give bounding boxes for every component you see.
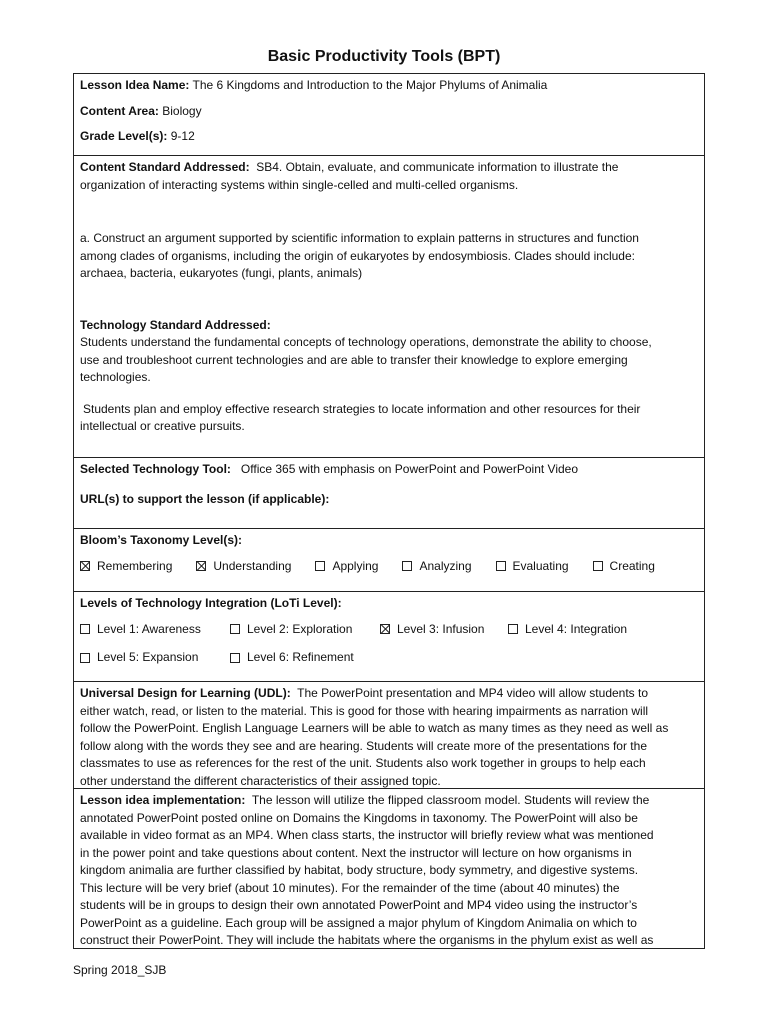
implementation-line2: annotated PowerPoint posted online on Domains the Kingdoms in taxonomy. The PowerPoint will also be <box>80 810 638 825</box>
lesson-name-value: The 6 Kingdoms and Introduction to the Major Phylums of Animalia <box>192 78 548 92</box>
content-area-value: Biology <box>162 103 202 118</box>
implementation-line7: students will be in groups to design their own annotated PowerPoint and MP4 video using the instructor’s <box>80 898 638 912</box>
blooms-options <box>80 558 698 576</box>
loti-options-row1 <box>80 621 698 639</box>
grade-level-value: 9-12 <box>170 129 195 143</box>
loti-label: Levels of Technology Integration (LoTi Level): <box>80 596 342 610</box>
loti-option-level5[interactable]: Level 5: Expansion <box>80 649 230 667</box>
udl-label: Universal Design for Learning (UDL): <box>80 686 291 700</box>
standard-a-line3: archaea, bacteria, eukaryotes (fungi, plants, animals) <box>80 266 363 280</box>
page-title: Basic Productivity Tools (BPT) <box>267 48 501 65</box>
url-label: URL(s) to support the lesson (if applicable): <box>80 491 330 506</box>
udl-line6: other understand the different characteristics of their assigned topic. <box>80 773 441 788</box>
blooms-option-applying[interactable]: Applying <box>315 558 378 576</box>
implementation-line3: available in video format as an MP4. When class starts, the instructor will briefly review what was mentioned <box>80 828 654 842</box>
checkbox-checked-icon[interactable] <box>196 561 206 571</box>
content-area-label: Content Area: <box>80 103 159 118</box>
technology-tool-cell <box>74 457 704 528</box>
tech-standard-line3: technologies. <box>80 370 151 384</box>
udl-line1: The PowerPoint presentation and MP4 video will allow students to <box>297 686 649 700</box>
implementation-line4: in the power point and take questions about content. Next the instructor will lecture on how organisms in <box>80 845 632 860</box>
tech-standard2-line2: intellectual or creative pursuits. <box>80 419 245 433</box>
checkbox-icon[interactable] <box>315 561 325 571</box>
tech-standard2-line1: Students plan and employ effective research strategies to locate information and other resources for their <box>83 401 641 416</box>
loti-cell <box>74 591 704 681</box>
udl-line3: follow the PowerPoint. English Language Learners will be able to watch as many times as they need as well as <box>80 721 669 735</box>
lesson-name-label: Lesson Idea Name: <box>80 78 190 92</box>
udl-line4: follow along with the words they see and are hearing. Students will create more of the presentations for the <box>80 738 647 753</box>
checkbox-icon[interactable] <box>80 624 90 634</box>
checkbox-icon[interactable] <box>80 653 90 663</box>
content-standard-value: SB4. Obtain, evaluate, and communicate information to illustrate the <box>256 160 619 174</box>
checkbox-icon[interactable] <box>230 624 240 634</box>
implementation-line9: construct their PowerPoint. They will include the habitats where the organisms in the phylum exist as well as <box>80 933 654 947</box>
checkbox-icon[interactable] <box>593 561 603 571</box>
blooms-option-remembering[interactable]: Remembering <box>80 558 172 576</box>
implementation-label: Lesson idea implementation: <box>80 793 246 807</box>
content-standard-label: Content Standard Addressed: <box>80 160 250 174</box>
tech-standard-label: Technology Standard Addressed: <box>80 317 271 332</box>
checkbox-icon[interactable] <box>402 561 412 571</box>
blooms-label: Bloom’s Taxonomy Level(s): <box>80 533 243 547</box>
blooms-option-creating[interactable]: Creating <box>593 558 655 576</box>
page-footer: Spring 2018_SJB <box>73 963 167 977</box>
udl-line2: either watch, read, or listen to the material. This is good for those with hearing impairments as narration will <box>80 703 649 718</box>
grade-level-label: Grade Level(s): <box>80 129 168 143</box>
loti-option-level1[interactable]: Level 1: Awareness <box>80 621 230 639</box>
standard-a-line1: a. Construct an argument supported by scientific information to explain patterns in structures and function <box>80 231 639 245</box>
blooms-option-evaluating[interactable]: Evaluating <box>496 558 569 576</box>
blooms-cell <box>74 528 704 591</box>
udl-line5: classmates to use as references for the rest of the unit. Students also work together in groups to help each <box>80 756 646 770</box>
technology-tool-label: Selected Technology Tool: <box>80 462 231 476</box>
technology-tool-value: Office 365 with emphasis on PowerPoint and PowerPoint Video <box>240 462 579 476</box>
checkbox-icon[interactable] <box>496 561 506 571</box>
checkbox-checked-icon[interactable] <box>80 561 90 571</box>
loti-option-level2[interactable]: Level 2: Exploration <box>230 621 380 639</box>
blooms-option-analyzing[interactable]: Analyzing <box>402 558 471 576</box>
implementation-line8: PowerPoint as a guideline. Each group will be assigned a major phylum of Kingdom Animalia on which to <box>80 915 637 930</box>
implementation-line5: kingdom animalia are further classified by habitat, body structure, body symmetry, and digestive systems. <box>80 863 639 877</box>
standard-a-line2: among clades of organisms, including the origin of eukaryotes by endosymbiosis. Clades should include: <box>80 248 635 263</box>
implementation-line1: The lesson will utilize the flipped classroom model. Students will review the <box>251 793 650 807</box>
standards-cell <box>74 155 704 457</box>
implementation-cell <box>74 788 704 948</box>
checkbox-icon[interactable] <box>230 653 240 663</box>
blooms-option-understanding[interactable]: Understanding <box>196 558 291 576</box>
content-standard-line2: organization of interacting systems within single-celled and multi-celled organisms. <box>80 177 519 192</box>
lesson-info-cell <box>74 74 704 155</box>
loti-option-level4[interactable]: Level 4: Integration <box>508 621 627 639</box>
loti-option-level3[interactable]: Level 3: Infusion <box>380 621 508 639</box>
loti-options-row2 <box>80 649 698 667</box>
tech-standard-line2: use and troubleshoot current technologies and are able to transfer their knowledge to explore emerging <box>80 352 628 367</box>
tech-standard-line1: Students understand the fundamental concepts of technology operations, demonstrate the ability to choose, <box>80 335 652 349</box>
implementation-line6: This lecture will be very brief (about 10 minutes). For the remainder of the time (about 40 minutes) the <box>80 880 620 895</box>
lesson-plan-table <box>73 73 705 949</box>
udl-cell <box>74 681 704 788</box>
loti-option-level6[interactable]: Level 6: Refinement <box>230 649 354 667</box>
checkbox-icon[interactable] <box>508 624 518 634</box>
checkbox-checked-icon[interactable] <box>380 624 390 634</box>
